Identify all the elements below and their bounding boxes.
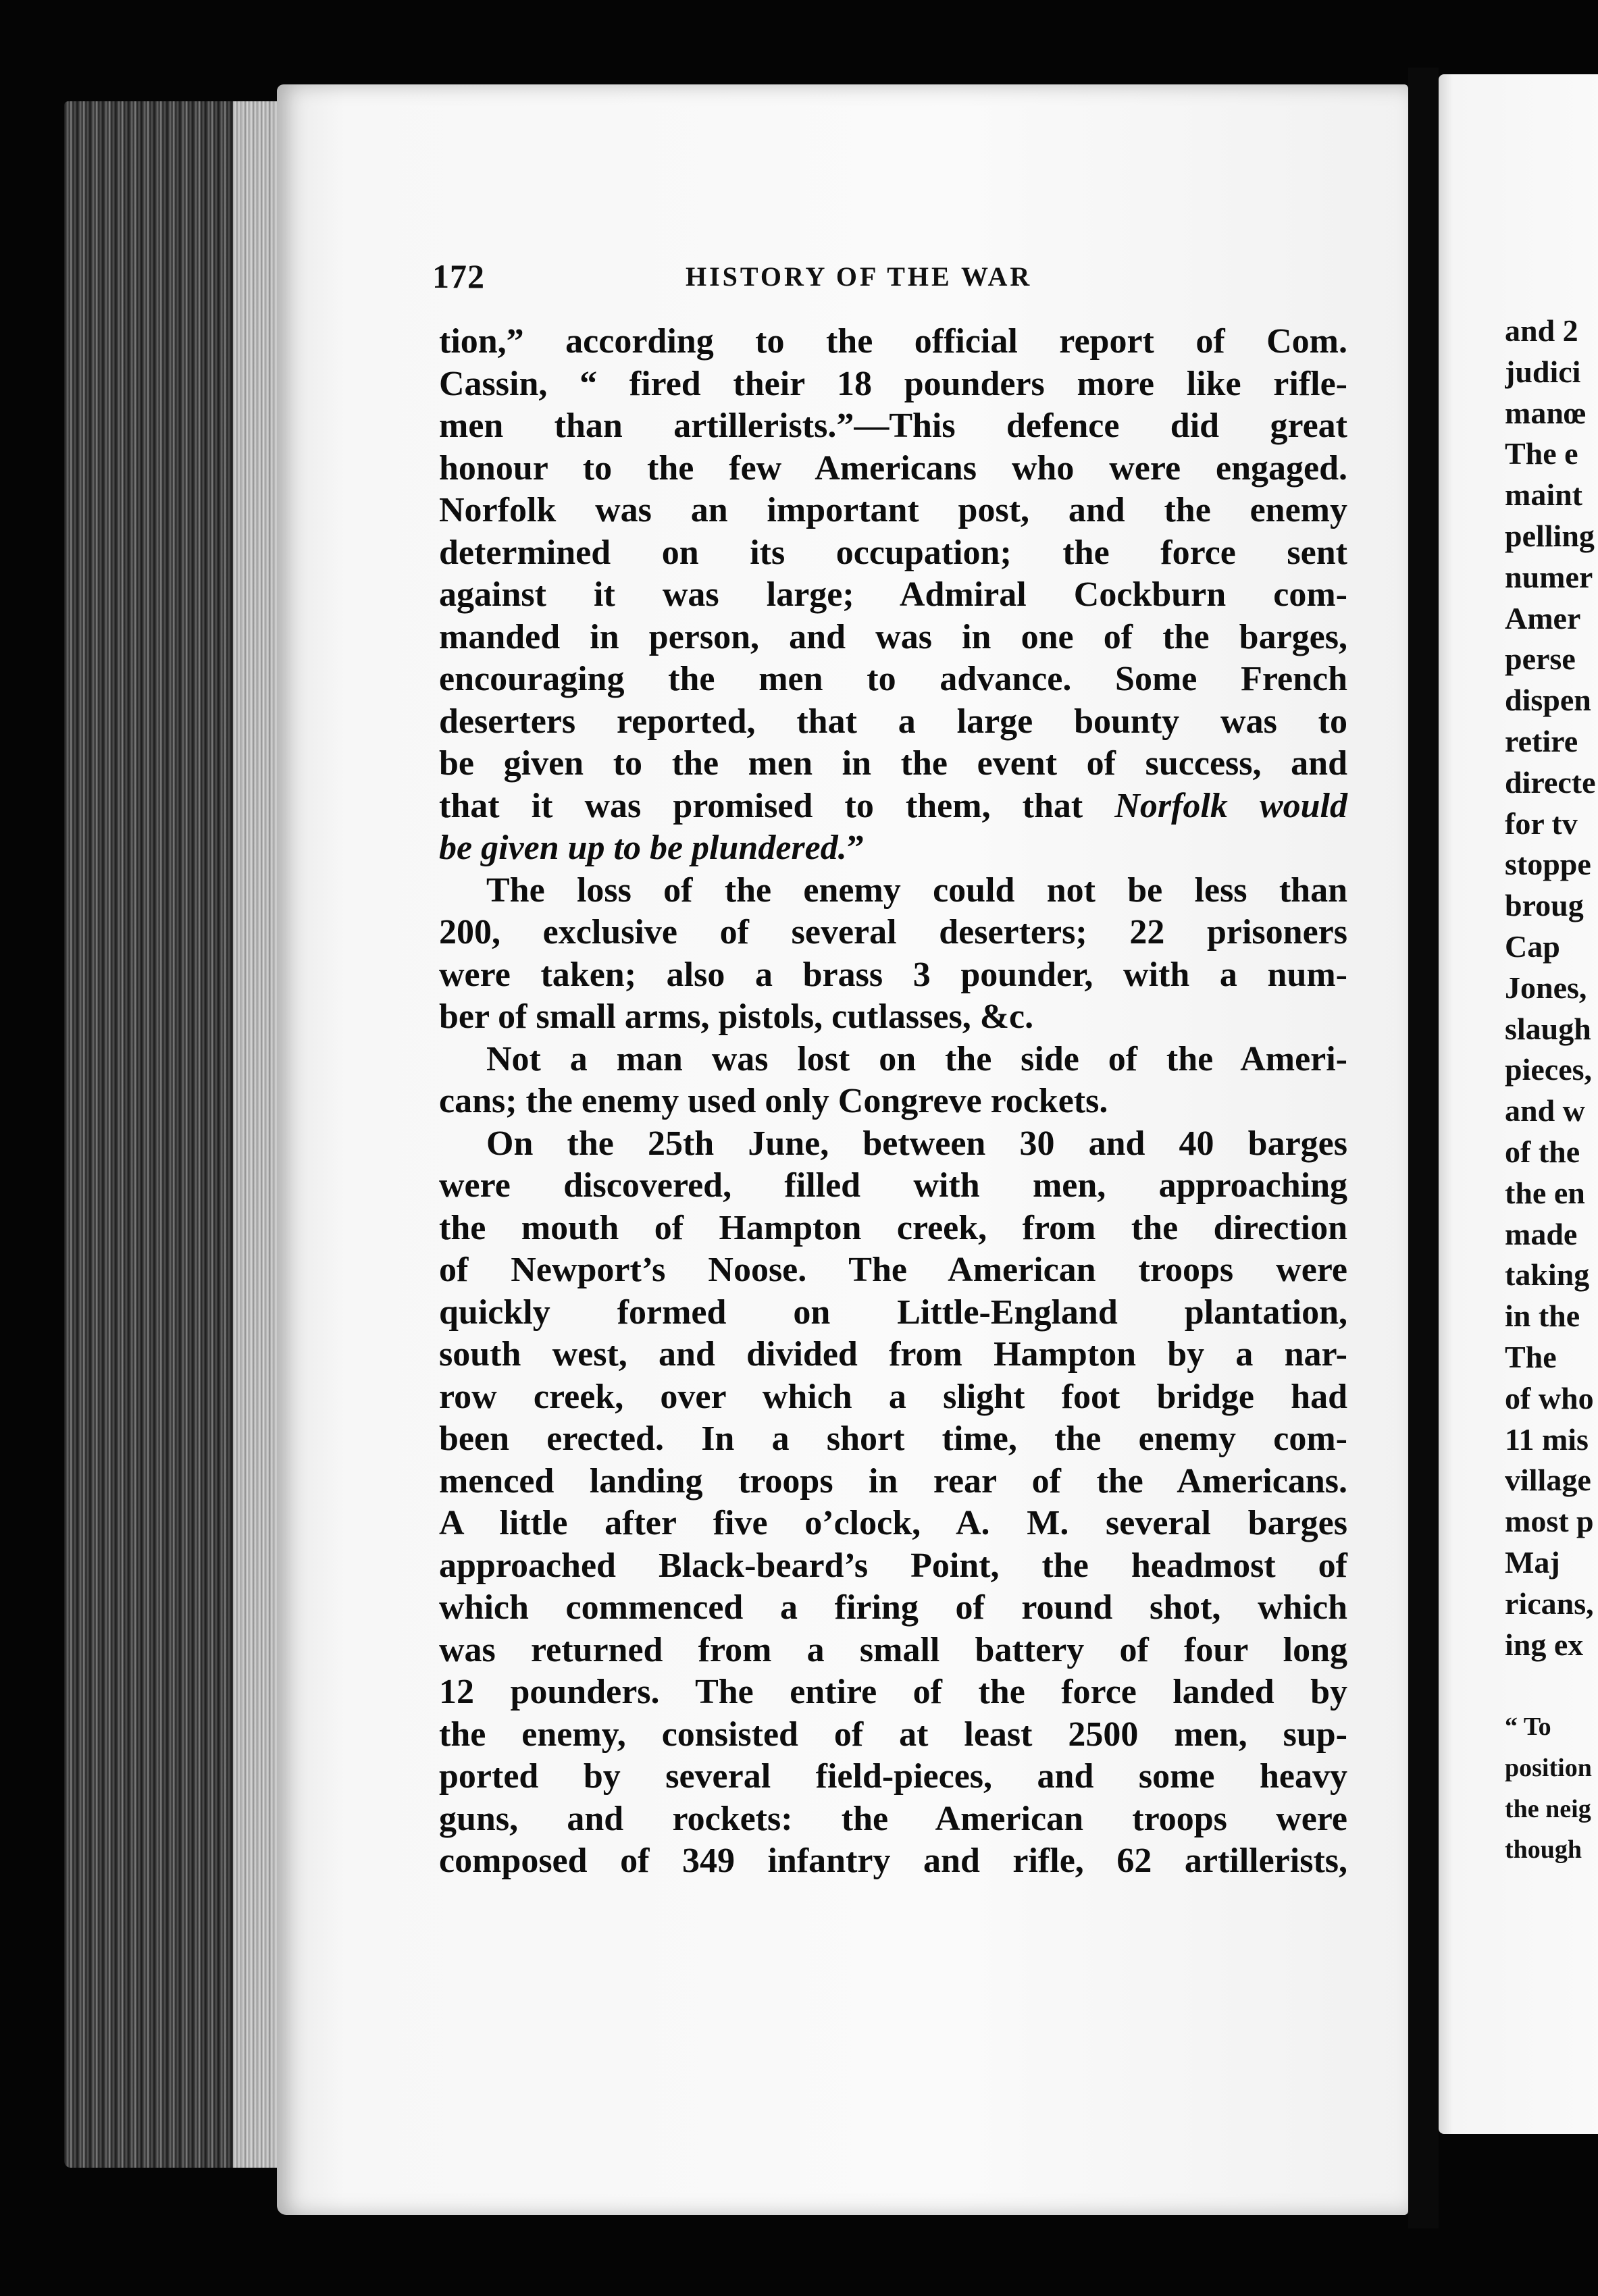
body-text (439, 321, 1347, 1883)
text-line-segment: that it was promised to them, that (439, 786, 1115, 825)
right-page-line-fragment: though (1505, 1835, 1582, 1864)
text-line-segment: be given to the men in the event of success, and (439, 744, 1347, 783)
right-page-line-fragment: made (1505, 1216, 1578, 1251)
text-line (439, 490, 1347, 532)
text-line (439, 1629, 1347, 1672)
text-line-segment: quickly formed on Little-England plantation, (439, 1293, 1347, 1332)
right-page-line-fragment: pieces, (1505, 1052, 1593, 1087)
text-line (439, 658, 1347, 701)
text-line-segment: approached Black-beard’s Point, the headmost of (439, 1546, 1347, 1585)
text-line (439, 1249, 1347, 1292)
text-line (439, 870, 1347, 912)
text-line-segment: men than artillerists.”—This defence did great (439, 407, 1347, 445)
text-line (439, 996, 1347, 1039)
right-page-line-fragment: maint (1505, 477, 1582, 513)
text-line (439, 1671, 1347, 1714)
text-line-segment: 12 pounders. The entire of the force landed by (439, 1673, 1347, 1711)
right-page-line-fragment: manœ (1505, 395, 1587, 430)
text-line-segment: ported by several field-pieces, and some heavy (439, 1757, 1347, 1796)
text-line-segment: cans; the enemy used only Congreve rockets. (439, 1082, 1108, 1120)
page-edges (64, 101, 294, 2168)
text-line (439, 1039, 1347, 1081)
text-line-segment: honour to the few Americans who were engaged. (439, 448, 1347, 488)
text-line-segment: ber of small arms, pistols, cutlasses, &c. (439, 997, 1034, 1036)
text-line (439, 1376, 1347, 1419)
text-line-segment: manded in person, and was in one of the barges, (439, 617, 1347, 656)
right-page-line-fragment: perse (1505, 642, 1576, 677)
right-page-line-fragment: ricans, (1505, 1586, 1594, 1621)
text-line (439, 1292, 1347, 1334)
right-page-line-fragment: judici (1505, 354, 1581, 389)
text-line-segment: menced landing troops in rear of the Americans. (439, 1461, 1347, 1501)
right-page-line-fragment: stoppe (1505, 847, 1591, 882)
italic-text-segment: Norfolk would (1114, 786, 1347, 825)
right-page-line-fragment: in the (1505, 1299, 1580, 1334)
text-line (439, 912, 1347, 954)
text-line (439, 363, 1347, 406)
text-line (439, 532, 1347, 575)
text-line (439, 1165, 1347, 1207)
text-line-segment: south west, and divided from Hampton by a nar- (439, 1335, 1347, 1374)
text-line (439, 321, 1347, 363)
text-line-segment: determined on its occupation; the force sent (439, 533, 1347, 572)
text-line-segment: were discovered, filled with men, approaching (439, 1166, 1347, 1205)
right-page-line-fragment: Cap (1505, 929, 1560, 964)
text-line (439, 701, 1347, 743)
right-page-line-fragment: broug (1505, 888, 1584, 923)
text-line (439, 1714, 1347, 1756)
right-page-text (1505, 311, 1598, 1871)
right-page-line-fragment: dispen (1505, 683, 1591, 718)
right-page-line-fragment: taking (1505, 1257, 1590, 1293)
text-line (439, 1334, 1347, 1376)
text-line-segment: of Newport’s Noose. The American troops were (439, 1251, 1347, 1289)
text-line (439, 574, 1347, 617)
page-number: 172 (432, 257, 485, 295)
text-line-segment: On the 25th June, between 30 and 40 barges (486, 1124, 1347, 1163)
text-line (439, 1840, 1347, 1883)
right-page-line-fragment (1505, 1665, 1598, 1706)
text-line-segment: composed of 349 infantry and rifle, 62 artillerists, (439, 1842, 1347, 1880)
book-gutter (1408, 68, 1439, 2228)
text-line-segment: Not a man was lost on the side of the Ameri- (486, 1039, 1347, 1078)
right-page-line-fragment: slaugh (1505, 1011, 1591, 1046)
text-line-segment: tion,” according to the official report of Com. (439, 322, 1347, 361)
text-line (439, 1418, 1347, 1461)
text-line-segment: A little after five o’clock, A. M. several barges (439, 1504, 1347, 1542)
italic-text-segment: be given up to be plundered. (439, 829, 847, 867)
right-page-line-fragment: The e (1505, 436, 1578, 471)
text-line (439, 1798, 1347, 1841)
right-page-line-fragment: Amer (1505, 600, 1581, 635)
right-page-line-fragment: and 2 (1505, 313, 1578, 348)
text-line (439, 405, 1347, 448)
text-line-segment: against it was large; Admiral Cockburn com- (439, 575, 1347, 614)
right-page-line-fragment: village (1505, 1463, 1591, 1498)
text-line (439, 954, 1347, 997)
right-page-line-fragment: most p (1505, 1504, 1594, 1539)
text-line (439, 1080, 1347, 1123)
right-page-line-fragment: the en (1505, 1175, 1585, 1210)
right-page-line-fragment: the neig (1505, 1794, 1591, 1823)
right-page-line-fragment: Jones, (1505, 970, 1587, 1005)
text-line-segment: been erected. In a short time, the enemy com- (439, 1419, 1347, 1458)
right-page-line-fragment: 11 mis (1505, 1421, 1589, 1457)
text-line-segment: was returned from a small battery of four long (439, 1630, 1347, 1669)
text-line-segment: 200, exclusive of several deserters; 22 prisoners (439, 913, 1347, 951)
text-line-segment: guns, and rockets: the American troops were (439, 1799, 1347, 1838)
right-page-line-fragment: The (1505, 1339, 1557, 1374)
text-line (439, 1587, 1347, 1629)
text-line-segment: Cassin, “ fired their 18 pounders more like rifle- (439, 364, 1347, 403)
right-page-line-fragment: position (1505, 1753, 1592, 1782)
text-line-segment: encouraging the men to advance. Some French (439, 660, 1347, 698)
text-line-segment: were taken; also a brass 3 pounder, with a num- (439, 955, 1347, 994)
running-title: HISTORY OF THE WAR (686, 261, 1033, 292)
text-line (439, 1756, 1347, 1798)
text-line (439, 743, 1347, 785)
right-page-line-fragment: ing ex (1505, 1627, 1584, 1662)
right-page-line-fragment: and w (1505, 1093, 1585, 1128)
text-line-segment: which commenced a firing of round shot, which (439, 1588, 1347, 1627)
right-page-line-fragment: numer (1505, 559, 1593, 594)
right-page-line-fragment: directe (1505, 764, 1596, 800)
text-line-segment: the mouth of Hampton creek, from the direction (439, 1208, 1347, 1247)
text-line-segment: row creek, over which a slight foot bridge had (439, 1377, 1347, 1416)
text-line (439, 785, 1347, 828)
text-line-segment: The loss of the enemy could not be less than (486, 870, 1347, 910)
text-line-segment: the enemy, consisted of at least 2500 men, sup- (439, 1715, 1347, 1754)
text-line (439, 448, 1347, 490)
text-line (439, 1461, 1347, 1503)
text-line (439, 1123, 1347, 1166)
right-page-line-fragment: Maj (1505, 1544, 1560, 1580)
right-page-line-fragment: pelling (1505, 518, 1595, 553)
text-line (439, 1545, 1347, 1588)
text-line-segment: ” (846, 829, 865, 867)
right-page-line-fragment: of the (1505, 1134, 1580, 1169)
text-line (439, 827, 1347, 870)
text-line (439, 1503, 1347, 1545)
text-line (439, 617, 1347, 659)
text-line (439, 1207, 1347, 1250)
right-page-line-fragment: for tv (1505, 806, 1578, 841)
right-page-line-fragment: “ To (1505, 1713, 1551, 1742)
text-line-segment: Norfolk was an important post, and the enemy (439, 491, 1347, 529)
text-line-segment: deserters reported, that a large bounty was to (439, 702, 1347, 741)
running-head (432, 257, 1351, 297)
right-page-line-fragment: of who (1505, 1380, 1594, 1415)
right-page-line-fragment: retire (1505, 723, 1578, 758)
